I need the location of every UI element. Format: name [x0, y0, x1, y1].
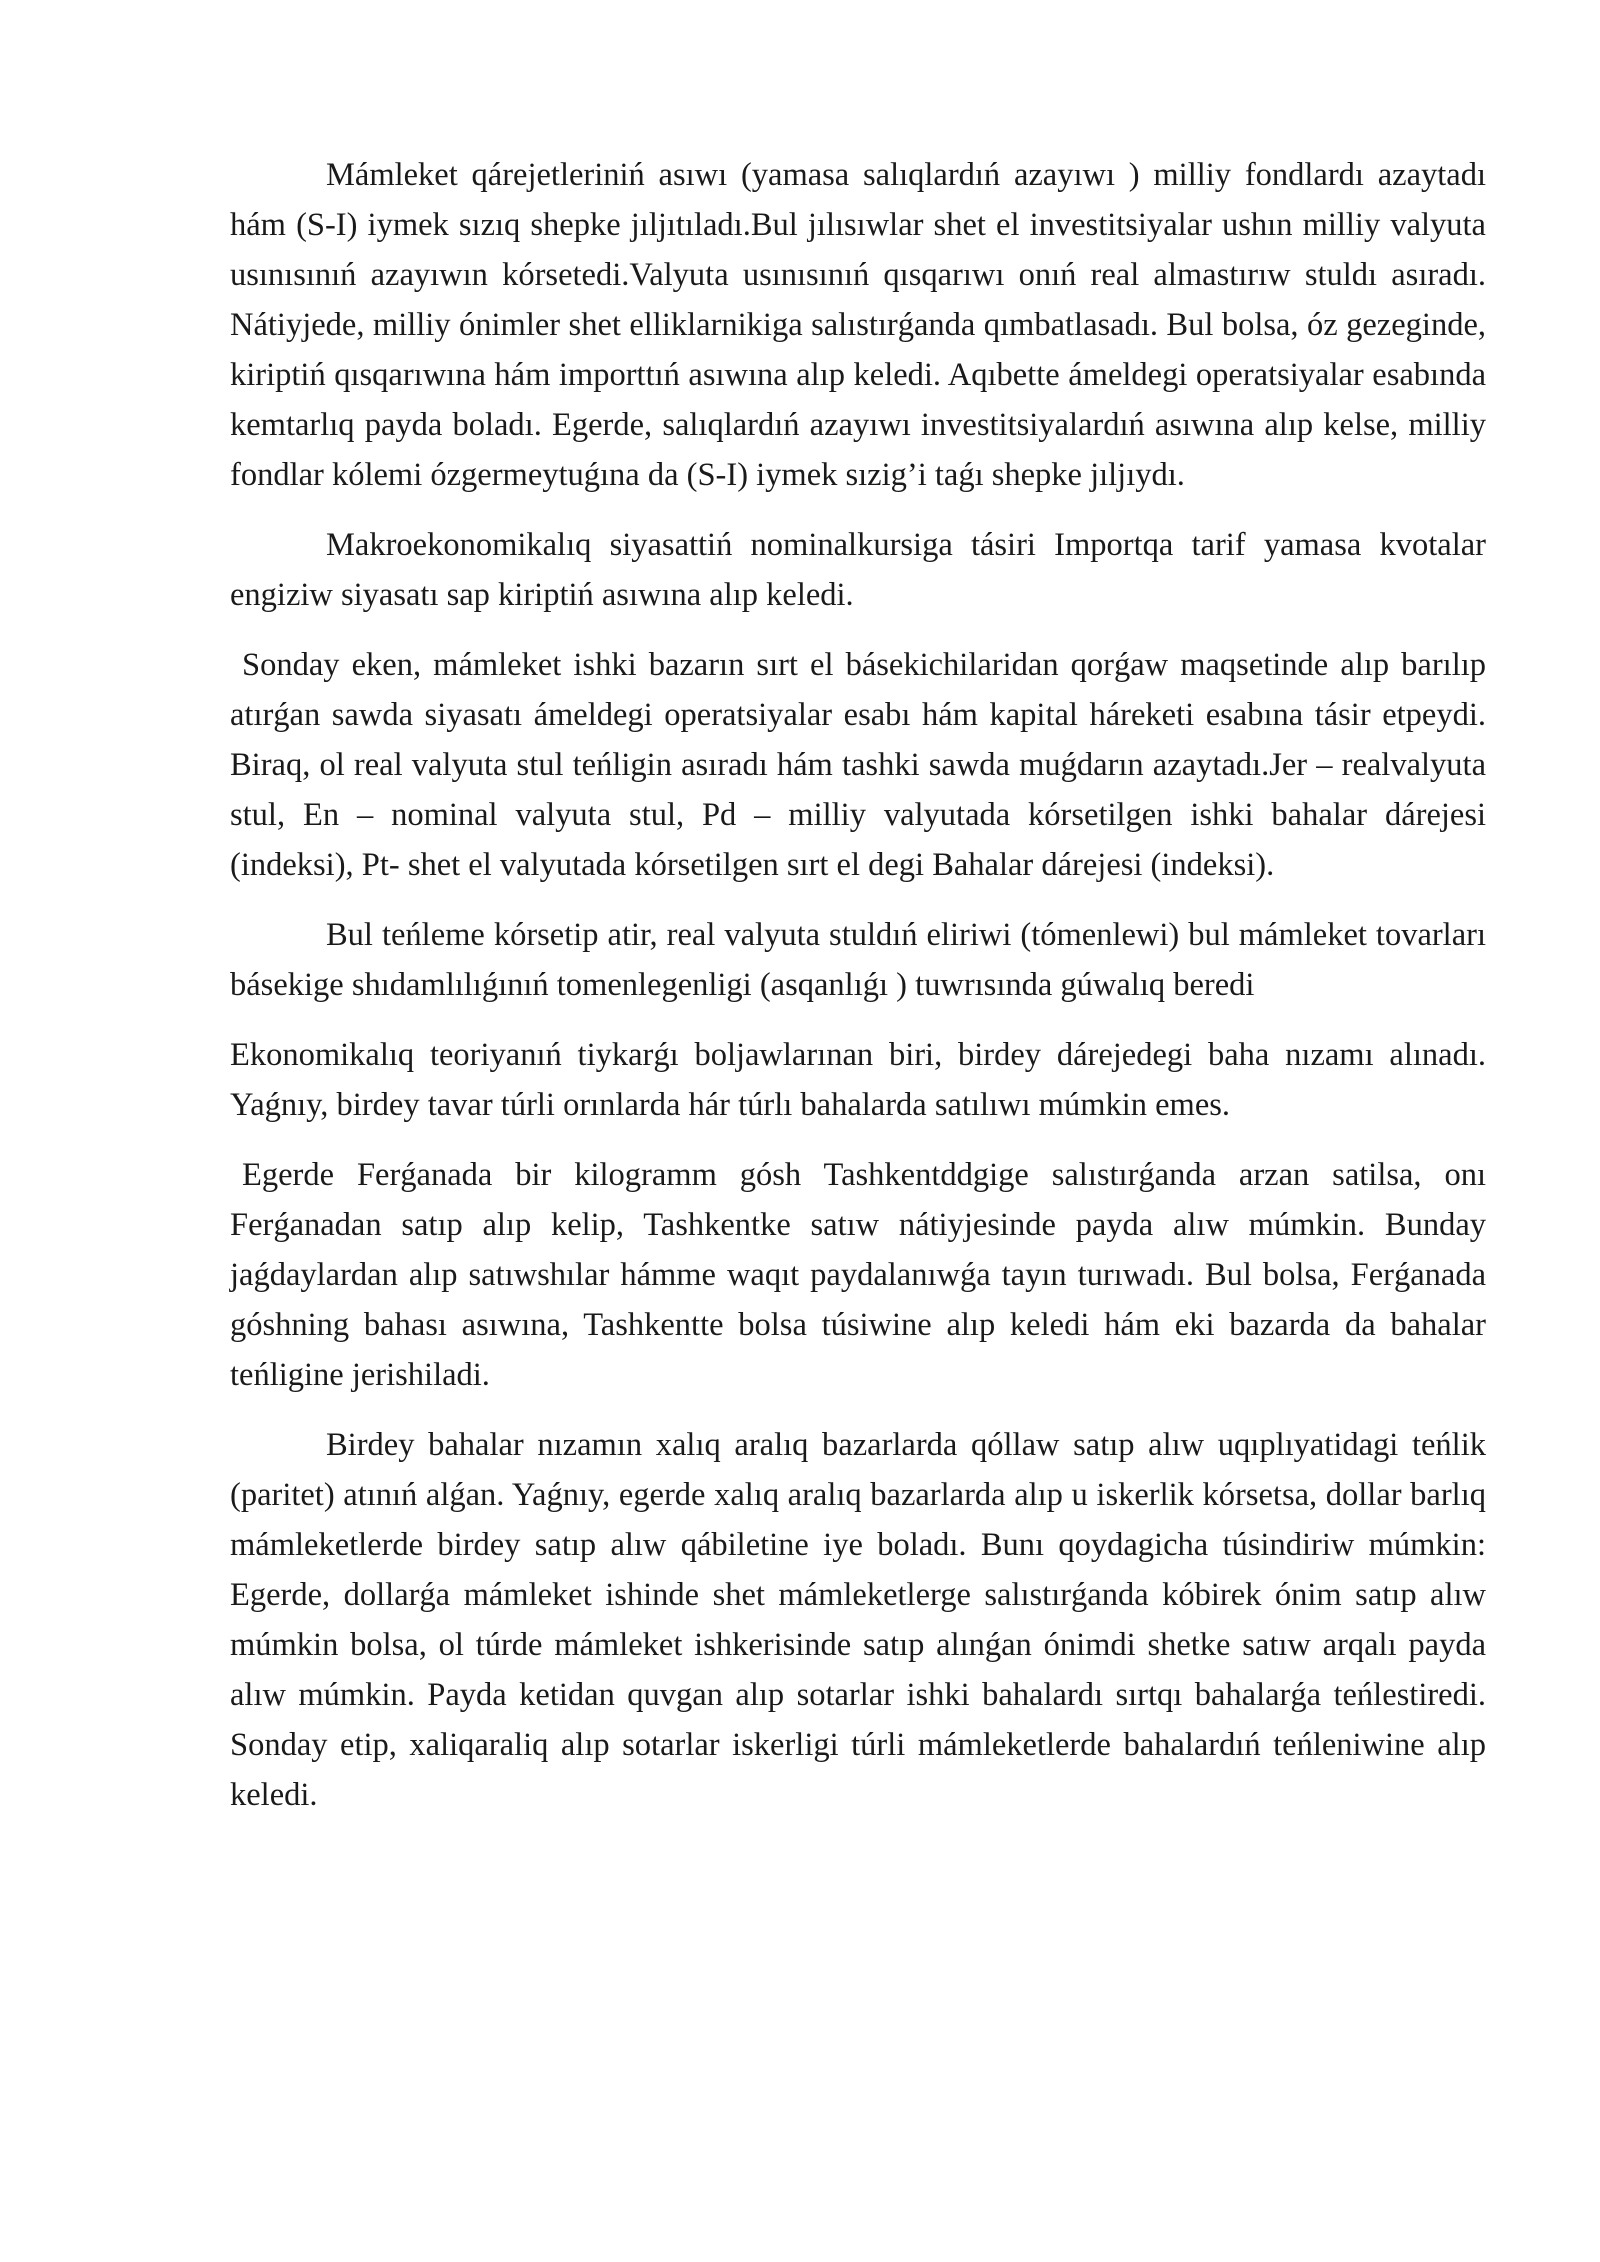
- paragraph-2: Makroekonomikalıq siyasattiń nominalkursiga tásiri Importqa tarif yamasa kvotalar engiziw siyasatı sap kiriptiń asıwına alıp keledi.: [230, 527, 1486, 613]
- document-body: [230, 150, 1486, 1840]
- paragraph-3: Sonday eken, mámleket ishki bazarın sırt el básekichilaridan qorǵaw maqsetinde alıp barılıp atırǵan sawda siyasatı ámeldegi operatsiyalar esabı hám kapital háreketi esabına tásir etpeydi. Biraq, ol real valyuta stul teńligin asıradı hám tashki sawda muǵdarın azaytadı.Jer – realvalyuta stul, En – nominal valyuta stul, Pd – milliy valyutada kórsetilgen ishki bahalar dárejesi (indeksi), Pt- shet el valyutada kórsetilgen sırt el degi Bahalar dárejesi (indeksi).: [230, 647, 1486, 883]
- paragraph-4: Bul teńleme kórsetip atir, real valyuta stuldıń eliriwi (tómenlewi) bul mámleket tovarları básekige shıdamlılıǵınıń tomenlegenligi (asqanlıǵı ) tuwrısında gúwalıq beredi: [230, 917, 1486, 1003]
- paragraph-5: Ekonomikalıq teoriyanıń tiykarǵı boljawlarınan biri, birdey dárejedegi baha nızamı alınadı. Yaǵnıy, birdey tavar túrli orınlarda hár túrlı bahalarda satılıwı múmkin emes.: [230, 1037, 1486, 1123]
- paragraph-7: Birdey bahalar nızamın xalıq aralıq bazarlarda qóllaw satıp alıw uqıplıyatidagi teńlik (paritet) atınıń alǵan. Yaǵnıy, egerde xalıq aralıq bazarlarda alıp u iskerlik kórsetsa, dollar barlıq mámleketlerde birdey satıp alıw qábiletine iye boladı. Bunı qoydagicha túsindiriw múmkin: Egerde, dollarǵa mámleket ishinde shet mámleketlerge salıstırǵanda kóbirek ónim satıp alıw múmkin bolsa, ol túrde mámleket ishkerisinde satıp alınǵan ónimdi shetke satıw arqalı payda alıw múmkin. Payda ketidan quvgan alıp sotarlar ishki bahalardı sırtqı bahalarǵa teńlestiredi. Sonday etip, xaliqaraliq alıp sotarlar iskerligi túrli mámleketlerde bahalardıń teńleniwine alıp keledi.: [230, 1427, 1486, 1813]
- paragraph-1: Mámleket qárejetleriniń asıwı (yamasa salıqlardıń azayıwı ) milliy fondlardı azaytadı hám (S-I) iymek sızıq shepke jıljıtıladı.Bul jılısıwlar shet el investitsiyalar ushın milliy valyuta usınısınıń azayıwın kórsetedi.Valyuta usınısınıń qısqarıwı onıń real almastırıw stuldı asıradı. Nátiyjede, milliy ónimler shet elliklarnikiga salıstırǵanda qımbatlasadı. Bul bolsa, óz gezeginde, kiriptiń qısqarıwına hám importtıń asıwına alıp keledi. Aqıbette ámeldegi operatsiyalar esabında kemtarlıq payda boladı. Egerde, salıqlardıń azayıwı investitsiyalardıń asıwına alıp kelse, milliy fondlar kólemi ózgermeytuǵına da (S-I) iymek sızig’i taǵı shepke jıljıydı.: [230, 157, 1486, 493]
- paragraph-6: Egerde Ferǵanada bir kilogramm gósh Tashkentddgige salıstırǵanda arzan satilsa, onı Ferǵanadan satıp alıp kelip, Tashkentke satıw nátiyjesinde payda alıw múmkin. Bunday jaǵdaylardan alıp satıwshılar hámme waqıt paydalanıwǵa tayın turıwadı. Bul bolsa, Ferǵanada góshning bahası asıwına, Tashkentte bolsa túsiwine alıp keledi hám eki bazarda da bahalar teńligine jerishiladi.: [230, 1157, 1486, 1393]
